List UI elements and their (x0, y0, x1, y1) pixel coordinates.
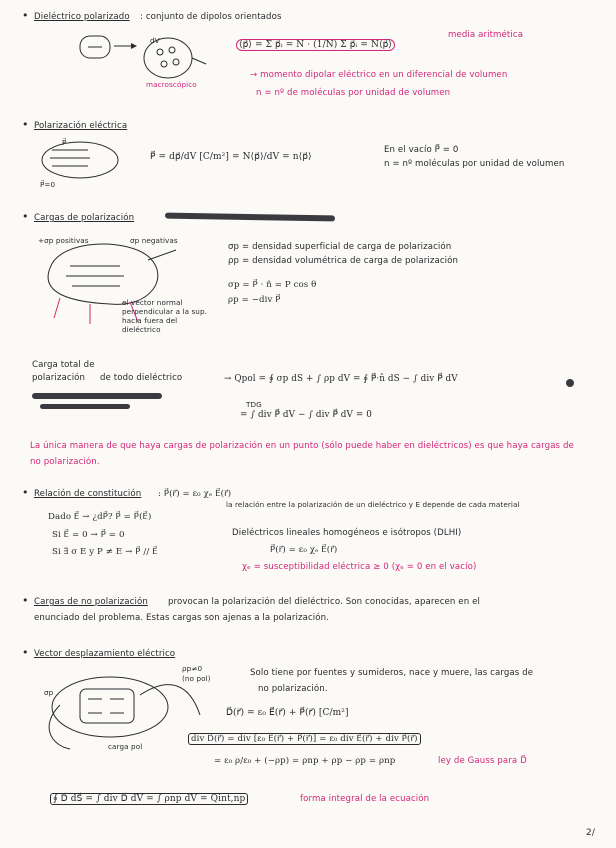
bullet: • (22, 210, 29, 223)
gauss-law-note: ley de Gauss para D⃗ (438, 756, 527, 766)
scribble (40, 404, 130, 409)
fig-p-label: P⃗ (62, 138, 67, 147)
fig-positive-label: +σp positivas (38, 236, 89, 245)
polarization-title: Polarización eléctrica (34, 121, 128, 131)
polarization-formula: P⃗ = dp⃗/dV [C/m²] = N⟨p⃗⟩/dV = n⟨p⃗⟩ (150, 152, 312, 162)
n-definition: n = nº moléculas por unidad de volumen (384, 159, 565, 169)
bullet: • (22, 646, 29, 659)
total-formula-1: → Qpol = ∮ σp dS + ∫ ρp dV = ∮ P⃗·n̂ dS − ∫ div P⃗ dV (224, 374, 458, 384)
dielectric-formula-text: ⟨p⃗⟩ = Σ p⃗ᵢ = N · (1/N) Σ p⃗ᵢ = N⟨p⃗⟩ (236, 39, 395, 51)
fig-normal-note: el vector normal perpendicular a la sup. hacia fuera del dieléctrico (122, 298, 208, 334)
relation-line-2: Si E⃗ = 0 → P⃗ = 0 (52, 530, 125, 540)
bullet: • (22, 9, 29, 22)
bullet: • (22, 594, 29, 607)
total-note: La única manera de que haya cargas de polarización en un punto (sólo puede haber en dieléctricos) es que haya cargas de no polarización. (30, 441, 574, 467)
fig-p0-label: P⃗=0 (40, 180, 56, 189)
scribble (165, 213, 335, 222)
total-label-2: polarización (32, 373, 86, 383)
displacement-title: Vector desplazamiento eléctrico (34, 649, 176, 659)
dielectric-note-2: n = nº de moléculas por unidad de volumen (256, 88, 451, 98)
tdg-label: TDG (246, 400, 262, 409)
sigma-definition: σp = densidad superficial de carga de polarización (228, 242, 452, 252)
fig-sp-label: σp (44, 688, 54, 697)
relation-description: la relación entre la polarización de un dieléctrico y E depende de cada material (226, 500, 520, 509)
dielectric-formula (236, 40, 395, 50)
dlhi-equation: P⃗(r⃗) = ε₀ χₑ E⃗(r⃗) (270, 545, 338, 555)
displacement-eq-1: D⃗(r⃗) = ε₀ E⃗(r⃗) + P⃗(r⃗) [C/m²] (226, 708, 349, 718)
relation-formula: : P⃗(r⃗) = ε₀ χₑ E⃗(r⃗) (158, 489, 232, 499)
free-title: Cargas de no polarización (34, 597, 148, 607)
dielectric-types: Dieléctricos lineales homogéneos e isótropos (DLHI) (232, 528, 462, 538)
fig-carga-label: carga pol (108, 742, 143, 751)
scribble (32, 393, 162, 399)
relation-title: Relación de constitución (34, 489, 142, 499)
sigma-equation: σp = P⃗ · n̂ = P cos θ (228, 280, 317, 290)
relation-line-1: Dado E⃗ → ¿dP⃗? P⃗ = P⃗(E⃗) (48, 512, 152, 522)
fig-nopol-label: (no pol) (182, 674, 211, 683)
dielectric-note-1: → momento dipolar eléctrico en un diferencial de volumen (250, 70, 508, 80)
mean-note: media aritmética (448, 30, 524, 40)
charges-title: Cargas de polarización (34, 213, 135, 223)
scribble-dot (566, 379, 574, 387)
fig-negative-label: σp negativas (130, 236, 178, 245)
displacement-desc-2: no polarización. (258, 684, 328, 694)
total-label-3: de todo dieléctrico (100, 373, 183, 383)
dielectric-subtitle: : conjunto de dipolos orientados (140, 12, 282, 22)
div-d-box: div D⃗(r⃗) = div [ε₀ E⃗(r⃗) + P⃗(r⃗)] = ε₀ div E⃗(r⃗) + div P⃗(r⃗) (188, 733, 421, 745)
displacement-eq-2 (188, 734, 421, 744)
total-formula-2: = ∫ div P⃗ dV − ∫ div P⃗ dV = 0 (240, 410, 372, 420)
integral-note: forma integral de la ecuación (300, 794, 430, 804)
fig-dv-label: dV (150, 36, 160, 45)
displacement-eq-3: = ε₀ ρ/ε₀ + (−ρp) = ρnp + ρp − ρp = ρnp (214, 756, 396, 766)
free-text-2: enunciado del problema. Estas cargas son ajenas a la polarización. (34, 613, 330, 623)
bullet: • (22, 118, 29, 131)
rho-definition: ρp = densidad volumétrica de carga de polarización (228, 256, 459, 266)
displacement-desc-1: Solo tiene por fuentes y sumideros, nace y muere, las cargas de (250, 668, 534, 678)
bullet: • (22, 486, 29, 499)
fig-macro-label: macroscópico (146, 80, 197, 89)
relation-line-3: Si ∃ σ E y P ≠ E → P⃗ // E⃗ (52, 547, 158, 557)
page-number: 2/ (586, 828, 595, 838)
total-label-1: Carga total de (32, 360, 95, 370)
free-text-1: provocan la polarización del dieléctrico. Son conocidas, aparecen en el (168, 597, 480, 607)
integral-form (50, 794, 248, 804)
rho-equation: ρp = −div P⃗ (228, 295, 281, 305)
integral-box: ∮ D⃗ dS⃗ = ∫ div D⃗ dV = ∫ ρnp dV = Qint,np (50, 793, 248, 805)
dielectric-title: Dieléctrico polarizado (34, 12, 130, 22)
fig-rho-label: ρp≠0 (182, 664, 203, 673)
chi-note: χₑ = susceptibilidad eléctrica ≥ 0 (χₑ = 0 en el vacío) (242, 562, 477, 572)
vacuum-note: En el vacío P⃗ = 0 (384, 145, 459, 155)
